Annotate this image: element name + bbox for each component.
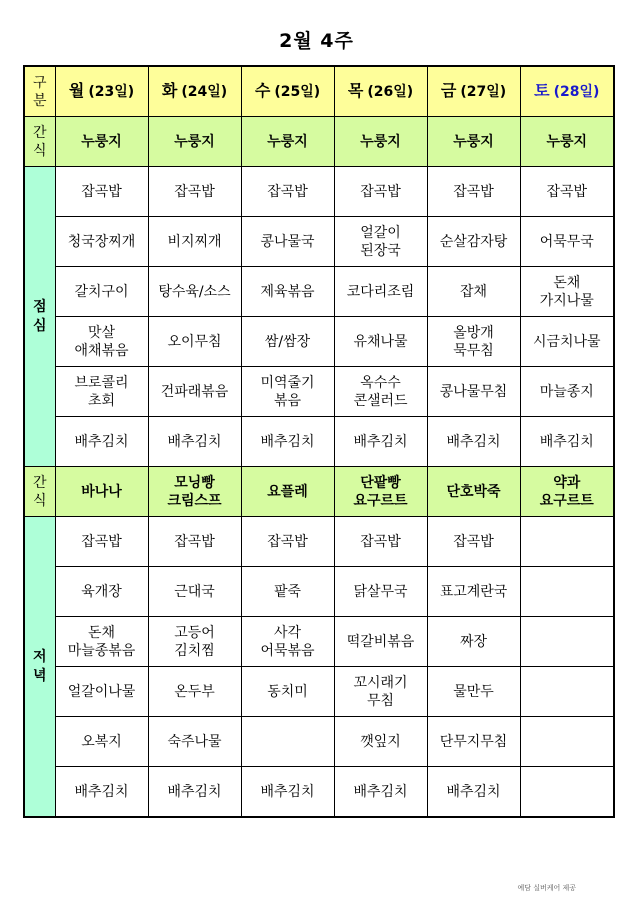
menu-item: 잡곡밥 (334, 167, 427, 217)
menu-item: 잡곡밥 (520, 167, 614, 217)
menu-item: 얼갈이나물 (55, 667, 148, 717)
menu-item: 배추김치 (148, 417, 241, 467)
menu-item: 근대국 (148, 567, 241, 617)
menu-item: 건파래볶음 (148, 367, 241, 417)
menu-item: 배추김치 (241, 417, 334, 467)
menu-item: 마늘종지 (520, 367, 614, 417)
day-name: 토 (534, 81, 550, 100)
snack-label: 간식 (24, 117, 55, 167)
day-header (520, 66, 614, 117)
day-name: 금 (440, 81, 457, 100)
menu-item: 배추김치 (334, 417, 427, 467)
menu-item: 사각 어묵볶음 (241, 617, 334, 667)
menu-item (520, 517, 614, 567)
menu-item: 옥수수 콘샐러드 (334, 367, 427, 417)
menu-item: 단팥빵 요구르트 (334, 467, 427, 517)
menu-item: 유채나물 (334, 317, 427, 367)
day-name: 월 (68, 81, 85, 100)
menu-item: 돈채 마늘종볶음 (55, 617, 148, 667)
menu-item: 잡채 (427, 267, 520, 317)
menu-item: 오복지 (55, 717, 148, 767)
menu-item: 짜장 (427, 617, 520, 667)
menu-item: 브로콜리 초회 (55, 367, 148, 417)
menu-item: 배추김치 (55, 767, 148, 818)
menu-item: 약과 요구르트 (520, 467, 614, 517)
menu-item: 잡곡밥 (241, 517, 334, 567)
menu-item: 요플레 (241, 467, 334, 517)
meal-label-char: 저 (32, 648, 47, 665)
menu-item: 올방개 묵무침 (427, 317, 520, 367)
menu-item: 숙주나물 (148, 717, 241, 767)
menu-item: 누룽지 (148, 117, 241, 167)
menu-item: 배추김치 (520, 417, 614, 467)
day-header (241, 66, 334, 117)
menu-item: 팥죽 (241, 567, 334, 617)
menu-item: 잡곡밥 (334, 517, 427, 567)
weekly-menu-table (23, 65, 615, 818)
menu-item: 잡곡밥 (55, 517, 148, 567)
footer-credit: 예담 실버케어 제공 (517, 884, 576, 892)
menu-item: 잡곡밥 (427, 167, 520, 217)
menu-item: 단호박죽 (427, 467, 520, 517)
menu-item: 시금치나물 (520, 317, 614, 367)
menu-item: 바나나 (55, 467, 148, 517)
dinner-label (24, 517, 55, 818)
menu-item: 콩나물무침 (427, 367, 520, 417)
day-header (148, 66, 241, 117)
menu-item: 누룽지 (241, 117, 334, 167)
meal-label-char: 녁 (32, 667, 47, 684)
menu-item (520, 567, 614, 617)
menu-item: 단무지무침 (427, 717, 520, 767)
menu-item: 표고계란국 (427, 567, 520, 617)
day-date: (25일) (274, 84, 321, 100)
menu-item: 누룽지 (55, 117, 148, 167)
menu-item: 육개장 (55, 567, 148, 617)
menu-item: 청국장찌개 (55, 217, 148, 267)
menu-item: 누룽지 (427, 117, 520, 167)
menu-item (241, 717, 334, 767)
menu-item: 어묵무국 (520, 217, 614, 267)
day-header (334, 66, 427, 117)
menu-item: 잡곡밥 (148, 517, 241, 567)
menu-item: 고등어 김치찜 (148, 617, 241, 667)
menu-item: 얼갈이 된장국 (334, 217, 427, 267)
menu-item: 배추김치 (241, 767, 334, 818)
menu-item: 돈채 가지나물 (520, 267, 614, 317)
menu-item: 깻잎지 (334, 717, 427, 767)
header-label: 구분 (24, 66, 55, 117)
menu-item: 잡곡밥 (427, 517, 520, 567)
menu-item: 꼬시래기 무침 (334, 667, 427, 717)
menu-item: 잡곡밥 (241, 167, 334, 217)
menu-item: 모닝빵 크림스프 (148, 467, 241, 517)
menu-item: 잡곡밥 (148, 167, 241, 217)
menu-item: 코다리조림 (334, 267, 427, 317)
menu-item (520, 667, 614, 717)
menu-item: 누룽지 (334, 117, 427, 167)
menu-item: 배추김치 (55, 417, 148, 467)
menu-item: 탕수육/소스 (148, 267, 241, 317)
menu-item: 맛살 애채볶음 (55, 317, 148, 367)
menu-item: 배추김치 (334, 767, 427, 818)
menu-item: 쌈/쌈장 (241, 317, 334, 367)
menu-item: 닭살무국 (334, 567, 427, 617)
page-title: 2월 4주 (279, 30, 354, 52)
day-header (55, 66, 148, 117)
menu-item: 온두부 (148, 667, 241, 717)
menu-item: 떡갈비볶음 (334, 617, 427, 667)
day-name: 화 (161, 81, 178, 100)
menu-item: 물만두 (427, 667, 520, 717)
menu-item: 잡곡밥 (55, 167, 148, 217)
menu-item: 순살감자탕 (427, 217, 520, 267)
menu-item: 비지찌개 (148, 217, 241, 267)
day-date: (23일) (88, 84, 135, 100)
menu-item (520, 767, 614, 818)
meal-label-char: 점 (32, 298, 47, 315)
menu-item: 배추김치 (427, 767, 520, 818)
day-name: 목 (347, 81, 364, 100)
menu-item: 콩나물국 (241, 217, 334, 267)
menu-item: 동치미 (241, 667, 334, 717)
menu-item (520, 617, 614, 667)
menu-item: 갈치구이 (55, 267, 148, 317)
day-date: (24일) (181, 84, 228, 100)
meal-label-char: 심 (32, 317, 47, 334)
menu-item: 누룽지 (520, 117, 614, 167)
day-date: (28일) (553, 84, 600, 100)
menu-item: 미역줄기 볶음 (241, 367, 334, 417)
lunch-label (24, 167, 55, 467)
menu-item: 오이무침 (148, 317, 241, 367)
menu-item: 제육볶음 (241, 267, 334, 317)
menu-item (520, 717, 614, 767)
day-date: (27일) (460, 84, 507, 100)
day-header (427, 66, 520, 117)
snack-label: 간식 (24, 467, 55, 517)
day-date: (26일) (367, 84, 414, 100)
menu-item: 배추김치 (427, 417, 520, 467)
day-name: 수 (254, 81, 271, 100)
menu-item: 배추김치 (148, 767, 241, 818)
